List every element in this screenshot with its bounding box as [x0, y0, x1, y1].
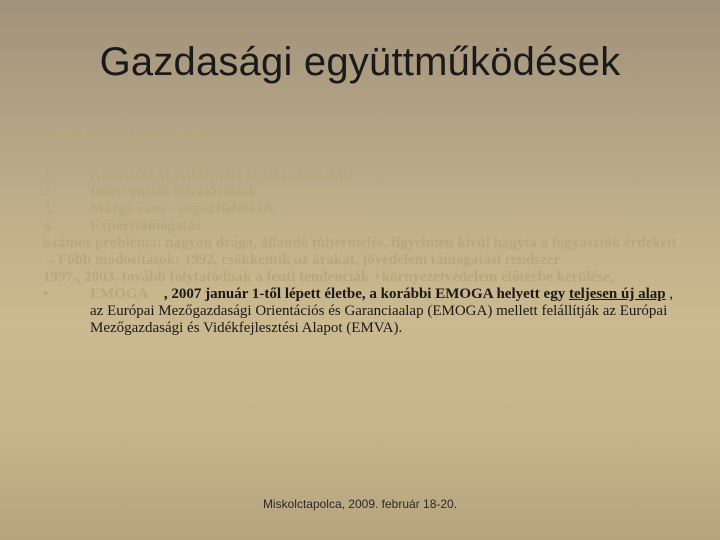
paragraph-problems: Számos probléma: nagyon drága, állandó túltermelés, figyelmen kívül hagyta a fogyasztók érdekeit: [43, 235, 677, 251]
item-number: 3.: [43, 201, 55, 217]
item-text: Intervenciós felvásárlások: [90, 184, 258, 200]
arrow-icon: ➔: [151, 286, 164, 302]
item-number: 4.: [43, 218, 55, 234]
paragraph-tendencies: 1997., 2003. tovább folytatódnak a fenti tendenciák +környezetvédelem előtérbe kerülése,: [43, 269, 614, 285]
item-number: 1.: [43, 167, 55, 183]
bullet-rest-text: , az Európai Mezőgazdasági Orientációs és Garanciaalap (EMOGA) mellett felállítják az Európai Mezőgazdasági és Vidékfejlesztési Alapot (EMVA).: [90, 286, 674, 336]
numbered-item: [43, 218, 683, 235]
numbered-item: [43, 201, 683, 218]
bullet-item: [43, 286, 683, 337]
paragraph-modifications: →Főbb módosítások: 1992. csökkentik az árakat, jövedelem támogatási rendszer: [43, 252, 561, 268]
item-text: Közösségi ár (világpiaci áraál magasabb): [90, 167, 353, 183]
bullet-text: [90, 286, 683, 337]
bullet-bold-text: , 2007 január 1-től lépett életbe, a korábbi EMOGA helyett egy: [163, 286, 569, 302]
item-text: Mozgó vám – exportlefölözés: [90, 201, 276, 217]
item-number: 2.: [43, 184, 55, 200]
subheading: 1968. Közös Agrárpolitika: [43, 128, 211, 144]
numbered-item: [43, 167, 683, 184]
numbered-item: [43, 184, 683, 201]
slide-content: [43, 128, 683, 337]
item-text: Exporttámogatás: [90, 218, 201, 234]
footer-text: Miskolctapolca, 2009. február 18-20.: [262, 497, 458, 511]
bullet-underlined-text: teljesen új alap: [568, 286, 666, 302]
emoga-lead: EMOGA: [90, 286, 152, 302]
slide-title: Gazdasági együttműködések: [99, 40, 621, 84]
bullet-marker: •: [43, 286, 49, 302]
